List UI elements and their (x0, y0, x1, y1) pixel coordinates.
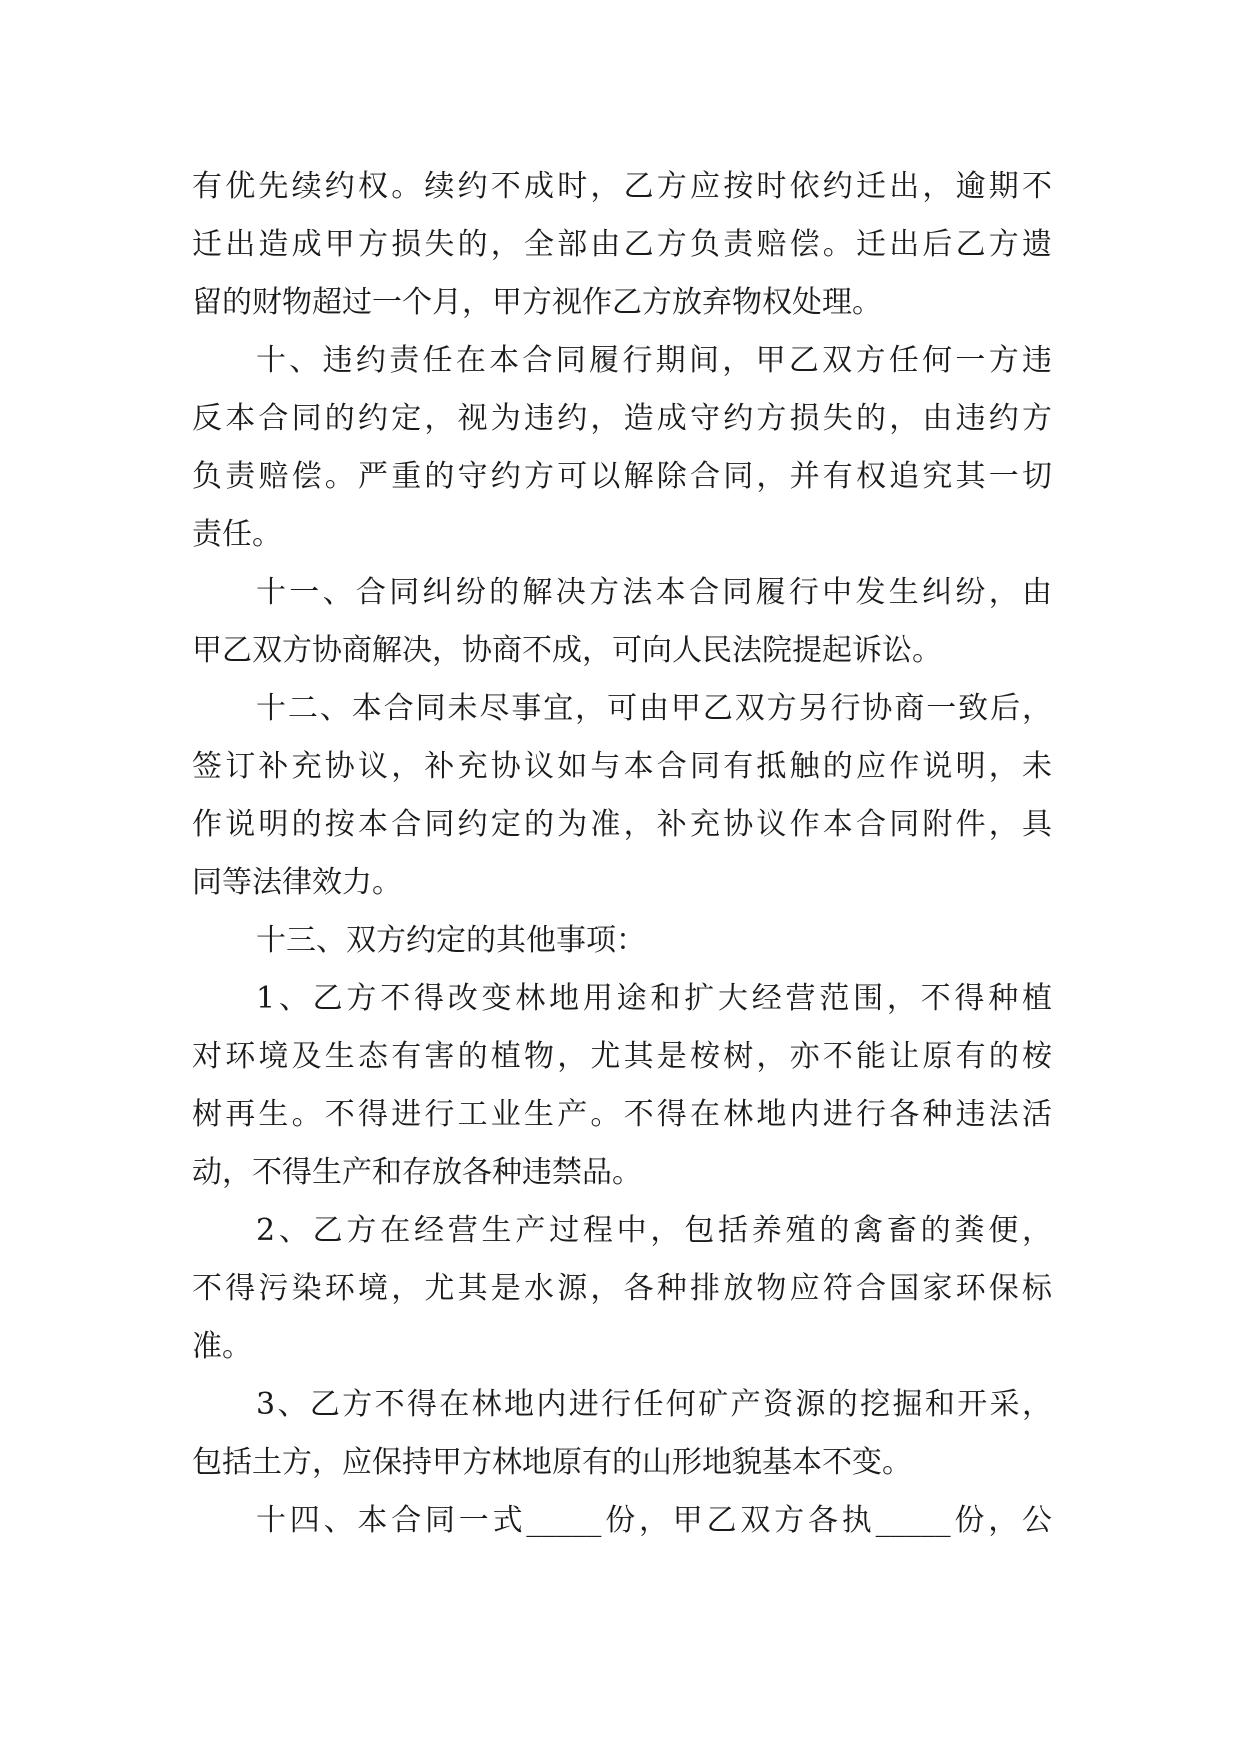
text-line: 留的财物超过一个月，甲方视作乙方放弃物权处理。 (192, 285, 882, 320)
paragraph-clause-10-liability (192, 332, 1052, 564)
text-line: 1、乙方不得改变林地用途和扩大经营范围，不得种植 (256, 981, 1052, 1016)
paragraph-clause-14-copies (192, 1492, 1052, 1550)
text-line: 同等法律效力。 (192, 865, 402, 900)
paragraph-item-3 (192, 1376, 1052, 1492)
paragraph-clause-11-disputes (192, 564, 1052, 680)
text-line: 十二、本合同未尽事宜，可由甲乙双方另行协商一致后， (256, 691, 1052, 726)
document-body (192, 158, 1052, 1550)
text-line: 甲乙双方协商解决，协商不成，可向人民法院提起诉讼。 (192, 633, 942, 668)
text-line: 树再生。不得进行工业生产。不得在林地内进行各种违法活 (192, 1097, 1052, 1132)
paragraph-clause-13-heading (192, 912, 1052, 970)
text-line: 签订补充协议，补充协议如与本合同有抵触的应作说明，未 (192, 749, 1052, 784)
text-line: 十三、双方约定的其他事项： (256, 923, 646, 958)
text-line: 十一、合同纠纷的解决方法本合同履行中发生纠纷，由 (256, 575, 1052, 610)
text-line: 责任。 (192, 517, 282, 552)
text-line: 对环境及生态有害的植物，尤其是桉树，亦不能让原有的桉 (192, 1039, 1052, 1074)
text-line: 3、乙方不得在林地内进行任何矿产资源的挖掘和开采， (256, 1387, 1052, 1422)
paragraph-item-2 (192, 1202, 1052, 1376)
text-line: 迁出造成甲方损失的，全部由乙方负责赔偿。迁出后乙方遗 (192, 227, 1052, 262)
paragraph-item-1 (192, 970, 1052, 1202)
paragraph-clause-12-supplement (192, 680, 1052, 912)
text-line: 2、乙方在经营生产过程中，包括养殖的禽畜的粪便， (256, 1213, 1052, 1248)
text-line: 反本合同的约定，视为违约，造成守约方损失的，由违约方 (192, 401, 1052, 436)
text-line: 有优先续约权。续约不成时，乙方应按时依约迁出，逾期不 (192, 169, 1052, 204)
text-line: 十、违约责任在本合同履行期间，甲乙双方任何一方违 (256, 343, 1052, 378)
text-line: 十四、本合同一式_____份，甲乙双方各执_____份，公 (256, 1503, 1052, 1538)
text-line: 作说明的按本合同约定的为准，补充协议作本合同附件，具 (192, 807, 1052, 842)
text-line: 准。 (192, 1329, 252, 1364)
text-line: 包括土方，应保持甲方林地原有的山形地貌基本不变。 (192, 1445, 912, 1480)
text-line: 不得污染环境，尤其是水源，各种排放物应符合国家环保标 (192, 1271, 1052, 1306)
text-line: 动，不得生产和存放各种违禁品。 (192, 1155, 642, 1190)
paragraph-renewal-continuation (192, 158, 1052, 332)
text-line: 负责赔偿。严重的守约方可以解除合同，并有权追究其一切 (192, 459, 1052, 494)
